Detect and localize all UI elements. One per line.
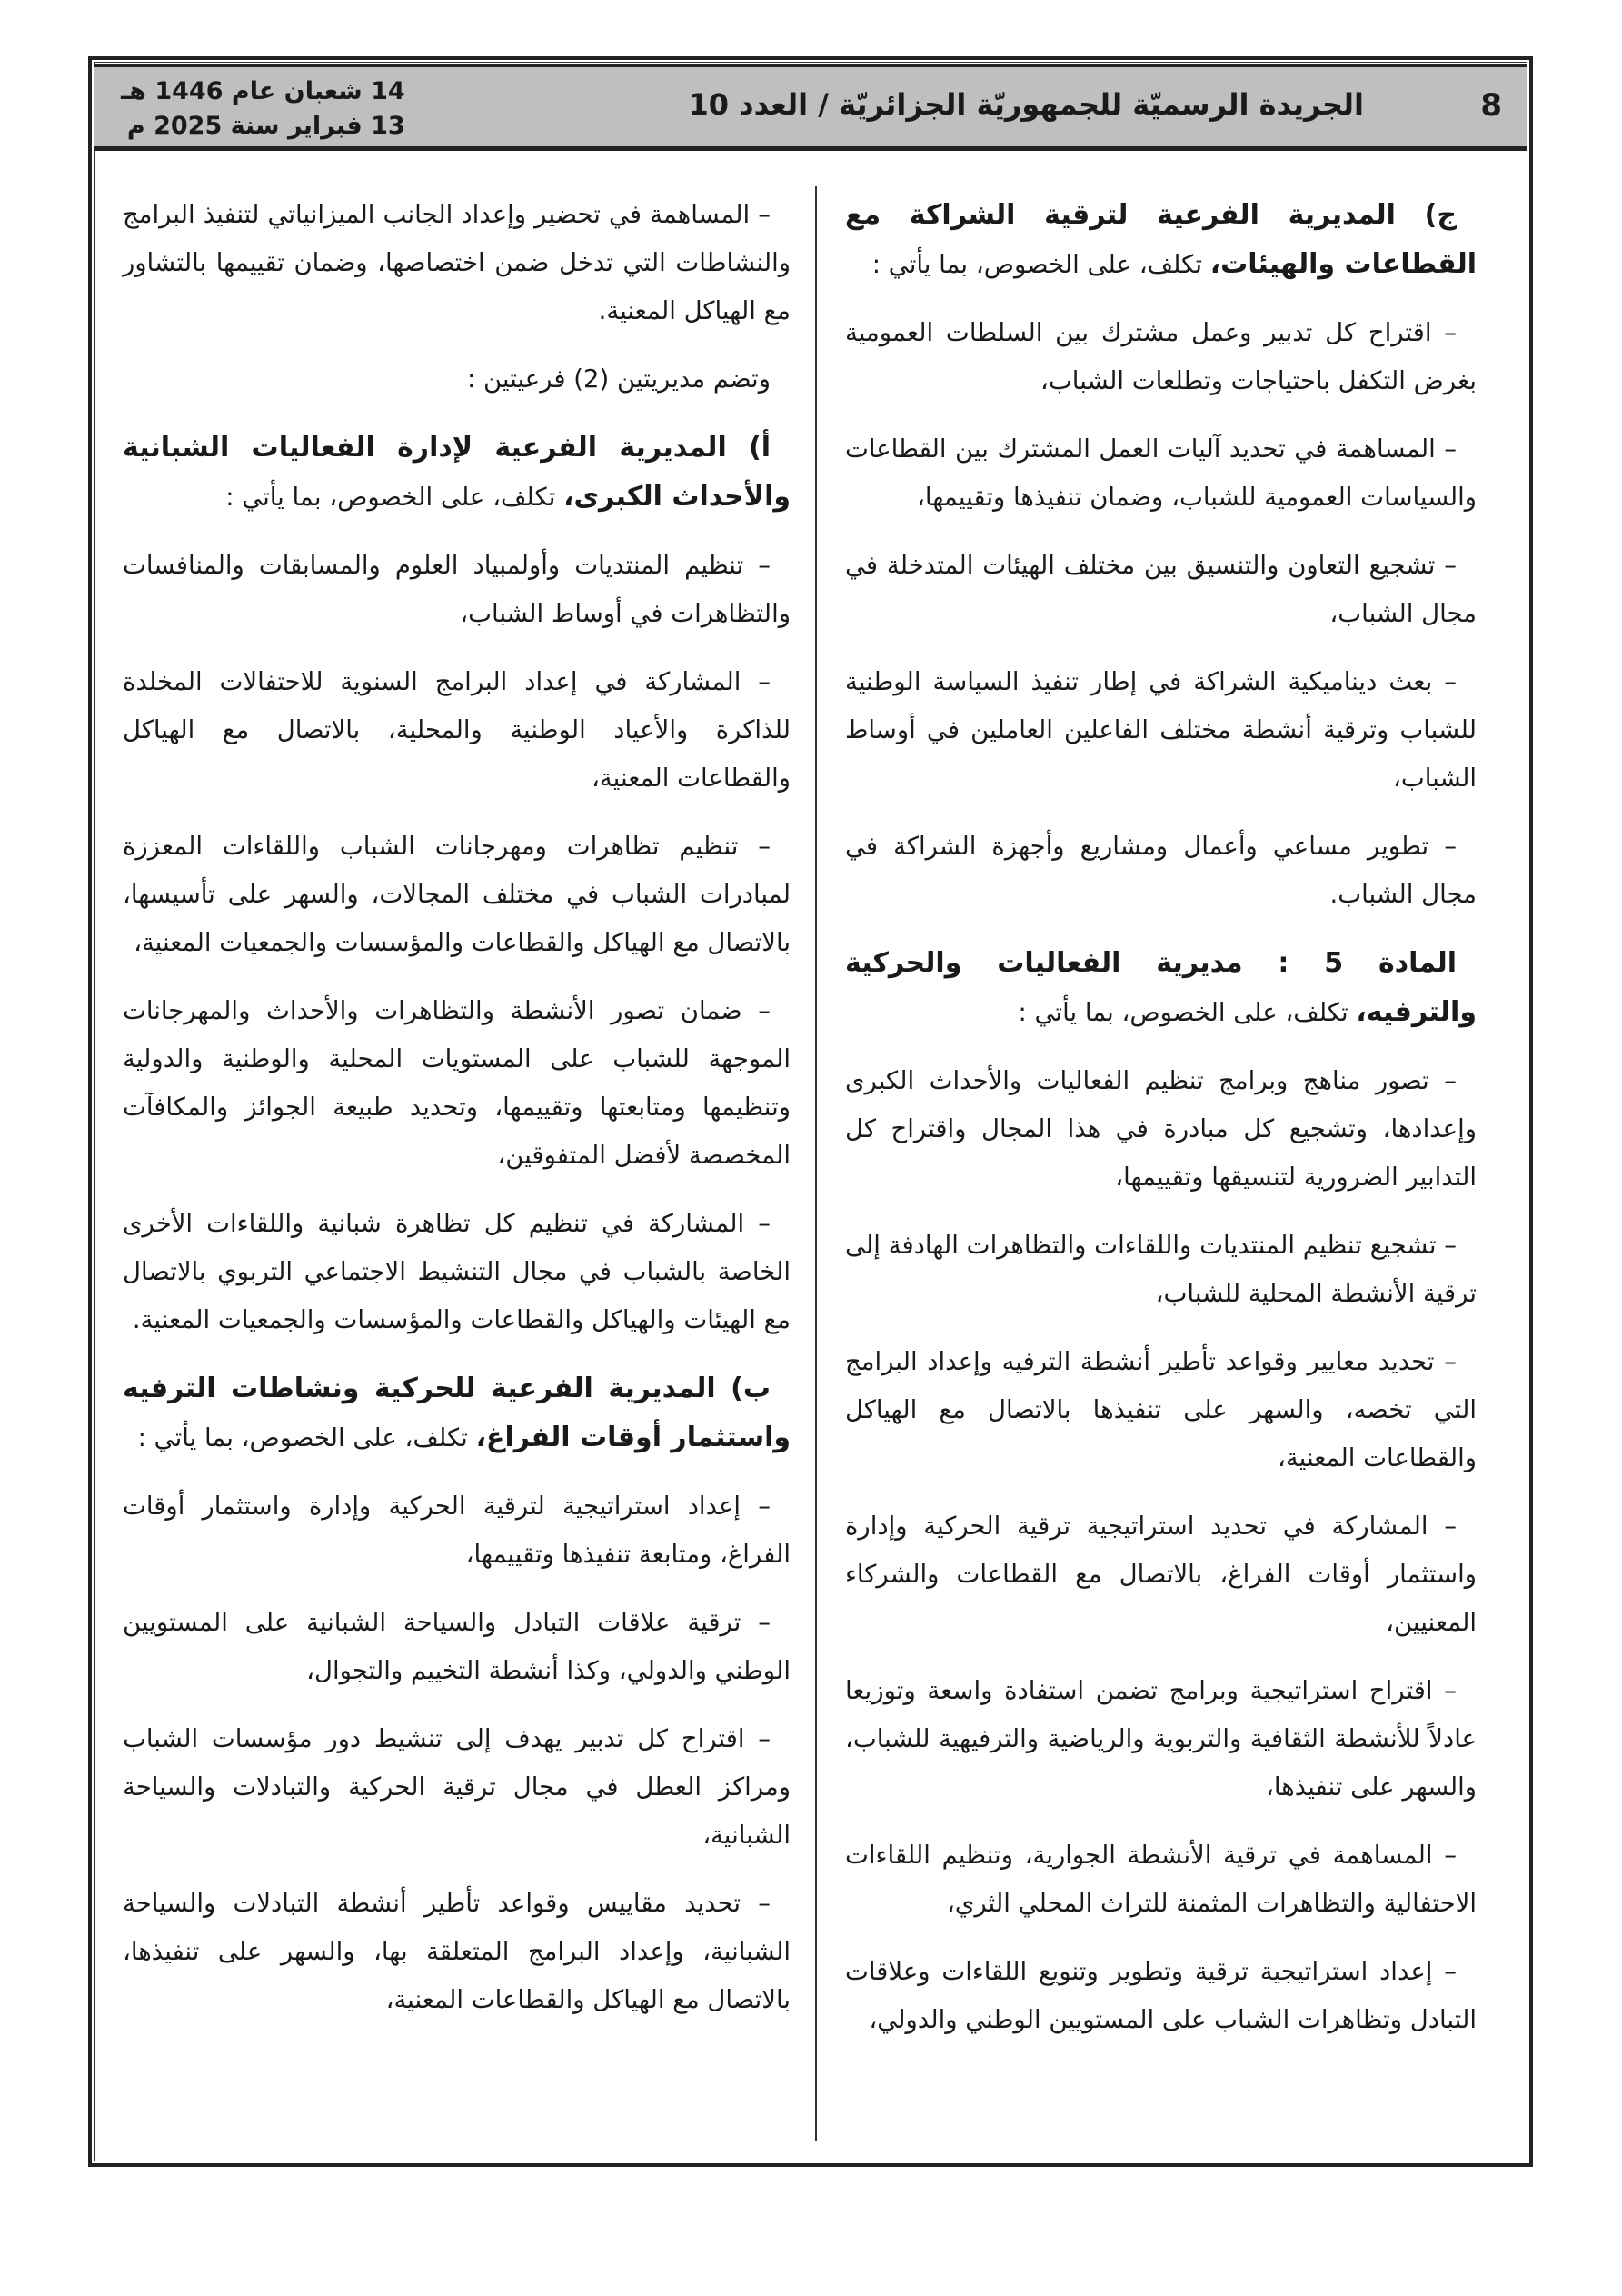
paragraph	[845, 823, 1477, 919]
paragraph-text: – المساهمة في تحديد آليات العمل المشترك بين القطاعات والسياسات العمومية للشباب، وضمان تنفيذها وتقييمها،	[845, 434, 1477, 512]
paragraph-text: – المشاركة في تحديد استراتيجية ترقية الحركية وإدارة واستثمار أوقات الفراغ، بالاتصال مع القطاعات والشركاء المعنيين،	[845, 1512, 1477, 1637]
paragraph-text: – إعداد استراتيجية ترقية وتطوير وتنويع اللقاءات وعلاقات التبادل وتظاهرات الشباب على المستويين الوطني والدولي،	[845, 1957, 1477, 2034]
paragraph	[123, 1200, 791, 1344]
journal-title: الجريدة الرسميّة للجمهوريّة الجزائريّة / العدد 10	[688, 87, 1364, 122]
paragraph	[845, 1502, 1477, 1647]
paragraph-text: – تنظيم المنتديات وأولمبياد العلوم والمسابقات والمنافسات والتظاهرات في أوساط الشباب،	[123, 551, 791, 628]
column-divider	[815, 186, 817, 2141]
paragraph	[123, 542, 791, 638]
section-heading-paragraph	[845, 939, 1477, 1037]
section-heading: المادة 5 : مديرية الفعاليات والحركية والترفيه،	[845, 947, 1477, 1028]
paragraph	[123, 191, 791, 335]
right-column	[845, 191, 1477, 2064]
paragraph	[845, 425, 1477, 522]
paragraph-text: – تصور مناهج وبرامج تنظيم الفعاليات والأحداث الكبرى وإعدادها، وتشجيع كل مبادرة في هذا المجال واقتراح كل التدابير الضرورية لتنسيقها وتقييمها،	[845, 1066, 1477, 1192]
issue-date	[121, 75, 405, 144]
paragraph-text: – ضمان تصور الأنشطة والتظاهرات والأحداث والمهرجانات الموجهة للشباب على المستويات المحلية والوطنية والدولية وتنظيمها ومتابعتها وتقييمها، وتحديد طبيعة الجوائز والمكافآت المخصصة لأفضل المتفوقين،	[123, 996, 791, 1170]
page-number: 8	[1480, 87, 1502, 124]
paragraph	[845, 1057, 1477, 1202]
paragraph	[123, 1482, 791, 1579]
paragraph-text: – المشاركة في إعداد البرامج السنوية للاحتفالات المخلدة للذاكرة والأعياد الوطنية والمحلية، بالاتصال مع الهياكل والقطاعات المعنية،	[123, 667, 791, 793]
paragraph	[123, 1599, 791, 1695]
paragraph	[123, 1715, 791, 1860]
paragraph	[123, 823, 791, 967]
section-heading: ب) المديرية الفرعية للحركية ونشاطات الترفيه واستثمار أوقات الفراغ،	[123, 1373, 791, 1453]
paragraph-text: وتضم مديريتين (2) فرعيتين :	[466, 364, 771, 394]
paragraph-text: تكلف، على الخصوص، بما يأتي :	[225, 483, 564, 512]
section-heading-paragraph	[123, 1364, 791, 1462]
paragraph-text: تكلف، على الخصوص، بما يأتي :	[137, 1423, 476, 1452]
paragraph	[123, 658, 791, 803]
paragraph-text: – تشجيع التعاون والتنسيق بين مختلف الهيئات المتدخلة في مجال الشباب،	[845, 551, 1477, 628]
paragraph-text: – المشاركة في تنظيم كل تظاهرة شبانية واللقاءات الأخرى الخاصة بالشباب في مجال التنشيط الاجتماعي التربوي بالاتصال مع الهيئات والهياكل والقطاعات والمؤسسات والجمعيات المعنية.	[123, 1209, 791, 1334]
paragraph-text: – إعداد استراتيجية لترقية الحركية وإدارة واستثمار أوقات الفراغ، ومتابعة تنفيذها وتقييمها،	[123, 1492, 791, 1569]
paragraph-text: – تطوير مساعي وأعمال ومشاريع وأجهزة الشراكة في مجال الشباب.	[845, 832, 1477, 909]
paragraph	[845, 309, 1477, 405]
paragraph-text: – المساهمة في ترقية الأنشطة الجوارية، وتنظيم اللقاءات الاحتفالية والتظاهرات المثمنة للتراث المحلي الثري،	[845, 1841, 1477, 1918]
paragraph-text: – تنظيم تظاهرات ومهرجانات الشباب واللقاءات المعززة لمبادرات الشباب في مختلف المجالات، والسهر على تأسيسها، بالاتصال مع الهياكل والقطاعات والمؤسسات والجمعيات المعنية،	[123, 832, 791, 957]
paragraph-text: – بعث ديناميكية الشراكة في إطار تنفيذ السياسة الوطنية للشباب وترقية أنشطة مختلف الفاعلين العاملين في أوساط الشباب،	[845, 667, 1477, 793]
paragraph-text: – تحديد مقاييس وقواعد تأطير أنشطة التبادلات والسياحة الشبانية، وإعداد البرامج المتعلقة بها، والسهر على تنفيذها، بالاتصال مع الهياكل والقطاعات المعنية،	[123, 1889, 791, 2014]
date-hijri: 14 شعبان عام 1446 هـ	[121, 77, 405, 105]
paragraph-text: – تحديد معايير وقواعد تأطير أنشطة الترفيه وإعداد البرامج التي تخصه، والسهر على تنفيذها بالاتصال مع الهياكل والقطاعات المعنية،	[845, 1347, 1477, 1472]
paragraph-text: – اقتراح استراتيجية وبرامج تضمن استفادة واسعة وتوزيعا عادلاً للأنشطة الثقافية والتربوية والرياضية والترفيهية للشباب، والسهر على تنفيذها،	[845, 1676, 1477, 1802]
paragraph	[845, 658, 1477, 803]
paragraph-text: تكلف، على الخصوص، بما يأتي :	[871, 250, 1210, 279]
page-header	[94, 64, 1527, 151]
paragraph	[123, 355, 791, 404]
paragraph-text: – اقتراح كل تدبير وعمل مشترك بين السلطات العمومية بغرض التكفل باحتياجات وتطلعات الشباب،	[845, 318, 1477, 395]
paragraph	[845, 1667, 1477, 1812]
section-heading-paragraph	[845, 191, 1477, 289]
section-heading-paragraph	[123, 424, 791, 522]
left-column	[123, 191, 791, 2044]
paragraph	[845, 542, 1477, 638]
paragraph	[845, 1948, 1477, 2044]
paragraph	[845, 1338, 1477, 1482]
paragraph	[845, 1832, 1477, 1928]
paragraph	[123, 987, 791, 1180]
paragraph-text: – اقتراح كل تدبير يهدف إلى تنشيط دور مؤسسات الشباب ومراكز العطل في مجال ترقية الحركية والتبادلات والسياحة الشبانية،	[123, 1724, 791, 1850]
paragraph-text: – ترقية علاقات التبادل والسياحة الشبانية على المستويين الوطني والدولي، وكذا أنشطة التخييم والتجوال،	[123, 1608, 791, 1685]
date-gregorian: 13 فبراير سنة 2025 م	[126, 112, 405, 140]
section-heading: ج) المديرية الفرعية لترقية الشراكة مع القطاعات والهيئات،	[845, 199, 1477, 280]
paragraph	[845, 1222, 1477, 1318]
section-heading: أ) المديرية الفرعية لإدارة الفعاليات الشبانية والأحداث الكبرى،	[123, 432, 791, 513]
paragraph-text: – تشجيع تنظيم المنتديات واللقاءات والتظاهرات الهادفة إلى ترقية الأنشطة المحلية للشباب،	[845, 1231, 1477, 1308]
paragraph	[123, 1880, 791, 2024]
paragraph-text: تكلف، على الخصوص، بما يأتي :	[1018, 998, 1357, 1027]
paragraph-text: – المساهمة في تحضير وإعداد الجانب الميزانياتي لتنفيذ البرامج والنشاطات التي تدخل ضمن اختصاصها، وضمان تقييمها بالتشاور مع الهياكل المعنية.	[123, 200, 791, 325]
